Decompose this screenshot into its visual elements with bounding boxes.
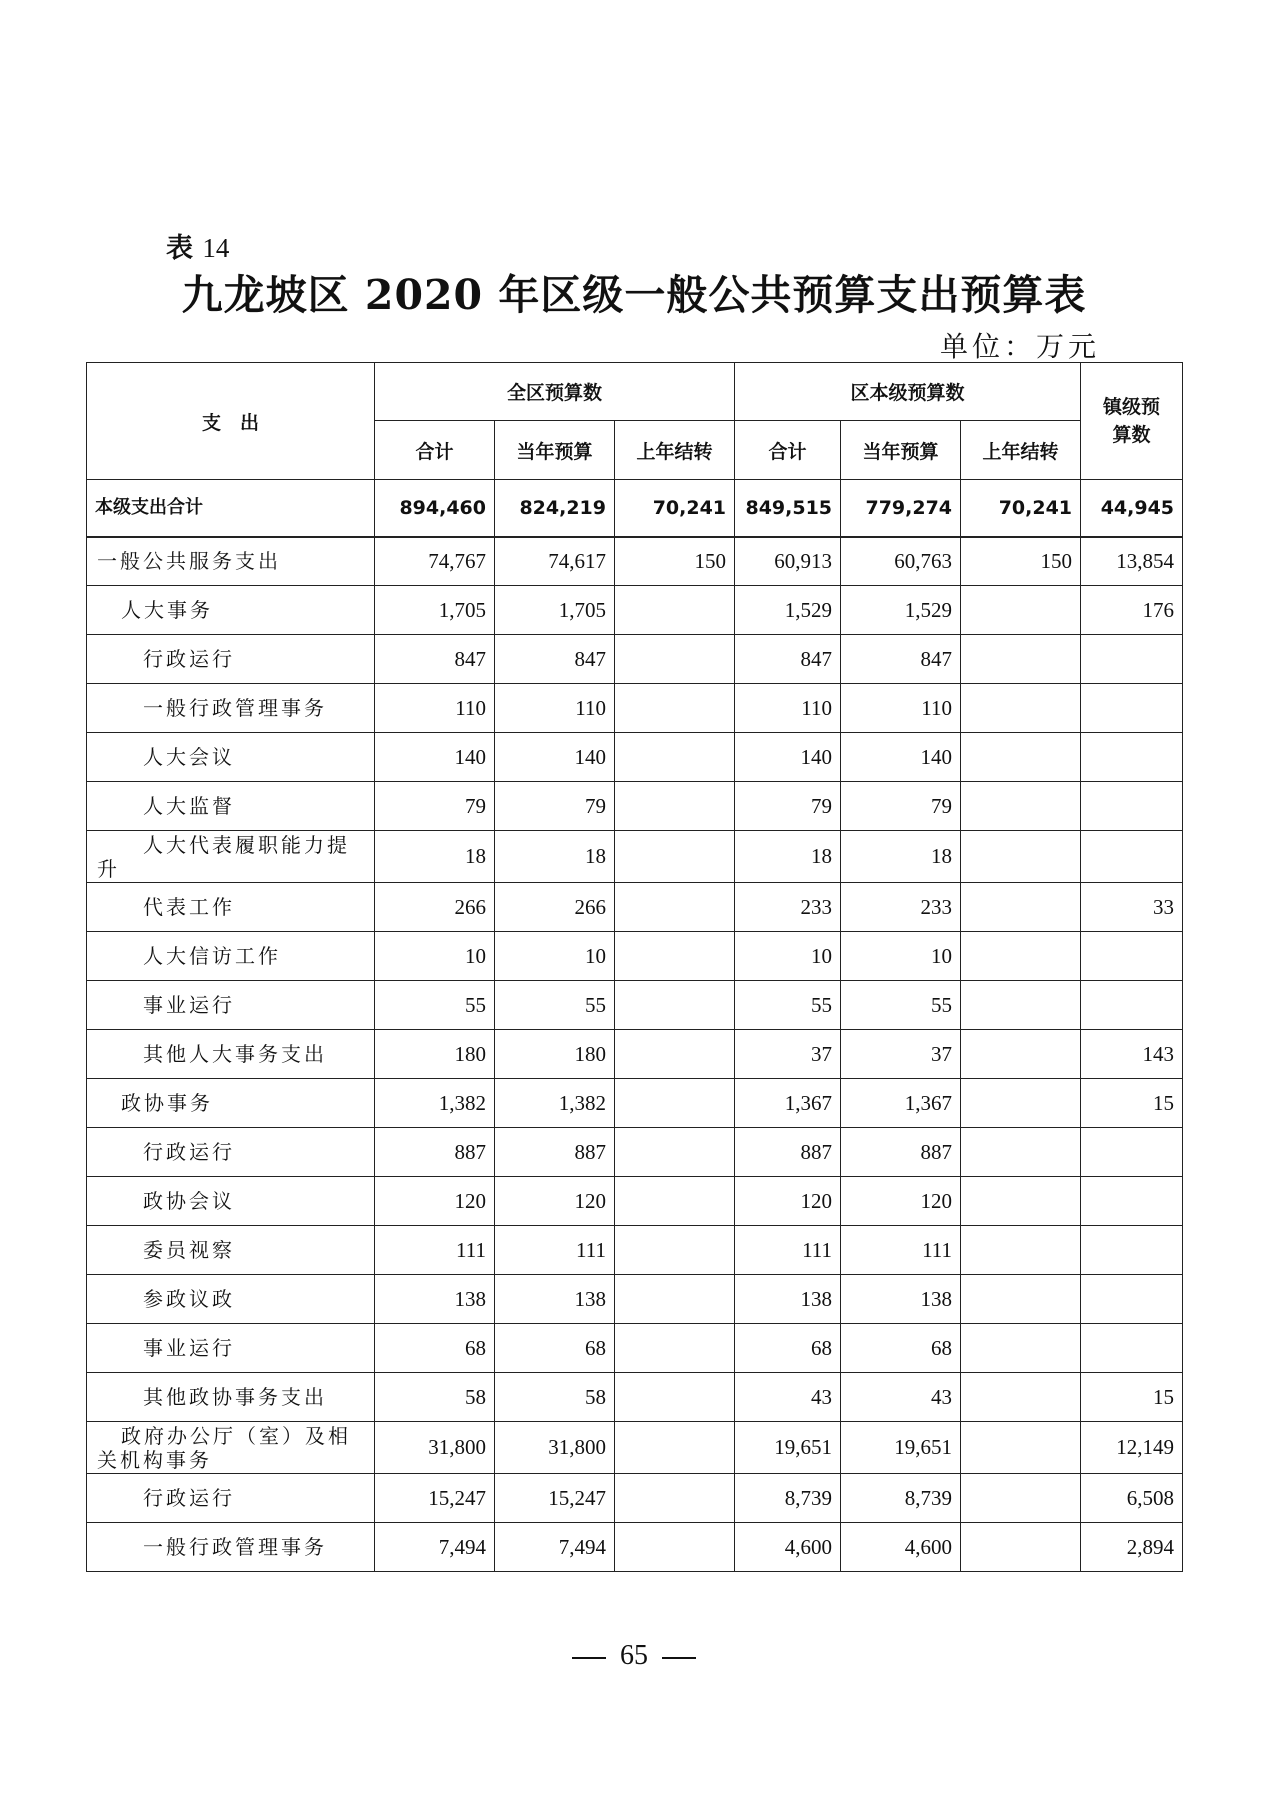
header-group-all: 全区预算数 — [375, 363, 735, 421]
row-value: 79 — [841, 782, 961, 831]
row-name: 行政运行 — [87, 1474, 375, 1523]
row-value — [615, 1030, 735, 1079]
row-value: 779,274 — [841, 480, 961, 537]
row-value — [615, 1422, 735, 1474]
row-name: 参政议政 — [87, 1275, 375, 1324]
row-value: 15 — [1081, 1079, 1183, 1128]
row-value: 266 — [495, 883, 615, 932]
page-number-value: 65 — [620, 1640, 648, 1671]
table-word: 表 — [166, 233, 193, 264]
row-value: 4,600 — [841, 1523, 961, 1572]
row-value: 140 — [495, 733, 615, 782]
row-value — [961, 1324, 1081, 1373]
total-row — [87, 480, 1183, 537]
header-town-label: 镇级预算数 — [1103, 396, 1161, 446]
row-value — [961, 1079, 1081, 1128]
row-value — [961, 635, 1081, 684]
row-value — [1081, 932, 1183, 981]
header-expenditure: 支 出 — [87, 363, 375, 480]
row-value — [1081, 1177, 1183, 1226]
row-value: 120 — [375, 1177, 495, 1226]
row-value: 110 — [495, 684, 615, 733]
row-value — [961, 1275, 1081, 1324]
header-town — [1081, 363, 1183, 480]
row-value: 1,529 — [735, 586, 841, 635]
table-row — [87, 1128, 1183, 1177]
row-value: 887 — [495, 1128, 615, 1177]
row-name: 其他人大事务支出 — [87, 1030, 375, 1079]
row-value — [961, 1128, 1081, 1177]
row-value: 58 — [495, 1373, 615, 1422]
row-value: 74,767 — [375, 537, 495, 586]
row-value: 31,800 — [495, 1422, 615, 1474]
table-row — [87, 1030, 1183, 1079]
table-label — [166, 226, 229, 265]
row-value: 138 — [495, 1275, 615, 1324]
row-value: 1,705 — [375, 586, 495, 635]
row-value — [615, 1275, 735, 1324]
row-value — [961, 1474, 1081, 1523]
table-row — [87, 635, 1183, 684]
row-value: 19,651 — [841, 1422, 961, 1474]
row-value: 55 — [841, 981, 961, 1030]
row-value: 15 — [1081, 1373, 1183, 1422]
row-value — [961, 1373, 1081, 1422]
row-value: 4,600 — [735, 1523, 841, 1572]
row-name: 一般行政管理事务 — [87, 1523, 375, 1572]
header-sub-carryover: 上年结转 — [961, 421, 1081, 480]
row-name: 行政运行 — [87, 1128, 375, 1177]
row-value — [961, 684, 1081, 733]
table-row — [87, 883, 1183, 932]
row-value — [961, 831, 1081, 883]
row-value — [615, 782, 735, 831]
row-name: 行政运行 — [87, 635, 375, 684]
row-value: 18 — [375, 831, 495, 883]
row-value — [961, 586, 1081, 635]
row-value — [615, 932, 735, 981]
row-value — [615, 981, 735, 1030]
row-value: 79 — [375, 782, 495, 831]
row-name: 政府办公厅（室）及相关机构事务 — [87, 1422, 375, 1474]
row-value: 60,913 — [735, 537, 841, 586]
header-sub-current: 当年预算 — [495, 421, 615, 480]
row-name: 人大监督 — [87, 782, 375, 831]
row-value: 12,149 — [1081, 1422, 1183, 1474]
row-name: 委员视察 — [87, 1226, 375, 1275]
row-value: 68 — [375, 1324, 495, 1373]
row-value: 1,529 — [841, 586, 961, 635]
page-dash-right — [662, 1657, 696, 1659]
header-sub-current: 当年预算 — [841, 421, 961, 480]
table-row — [87, 586, 1183, 635]
table-row — [87, 1275, 1183, 1324]
row-value: 143 — [1081, 1030, 1183, 1079]
row-value: 33 — [1081, 883, 1183, 932]
row-value — [1081, 831, 1183, 883]
row-value — [961, 981, 1081, 1030]
page-dash-left — [572, 1657, 606, 1659]
row-value: 15,247 — [495, 1474, 615, 1523]
table-row — [87, 1474, 1183, 1523]
row-value — [1081, 733, 1183, 782]
row-value: 55 — [375, 981, 495, 1030]
row-value — [961, 1226, 1081, 1275]
row-value: 79 — [495, 782, 615, 831]
row-name: 人大信访工作 — [87, 932, 375, 981]
table-row — [87, 684, 1183, 733]
row-value: 138 — [841, 1275, 961, 1324]
row-value — [1081, 684, 1183, 733]
row-value: 887 — [841, 1128, 961, 1177]
table-row — [87, 782, 1183, 831]
table-row — [87, 1079, 1183, 1128]
row-name: 一般行政管理事务 — [87, 684, 375, 733]
row-name: 政协事务 — [87, 1079, 375, 1128]
row-value: 55 — [735, 981, 841, 1030]
row-value: 233 — [735, 883, 841, 932]
page-number — [0, 1640, 1268, 1672]
header-group-district: 区本级预算数 — [735, 363, 1081, 421]
row-value: 150 — [615, 537, 735, 586]
table-row — [87, 537, 1183, 586]
row-value — [961, 1422, 1081, 1474]
row-value: 138 — [735, 1275, 841, 1324]
header-sub-carryover: 上年结转 — [615, 421, 735, 480]
row-value: 68 — [495, 1324, 615, 1373]
row-value: 140 — [375, 733, 495, 782]
table-row — [87, 1177, 1183, 1226]
table-row — [87, 1422, 1183, 1474]
row-value — [961, 1030, 1081, 1079]
row-value: 70,241 — [961, 480, 1081, 537]
row-value — [1081, 635, 1183, 684]
row-name: 政协会议 — [87, 1177, 375, 1226]
row-value: 70,241 — [615, 480, 735, 537]
row-value: 110 — [841, 684, 961, 733]
row-value: 15,247 — [375, 1474, 495, 1523]
row-name: 人大会议 — [87, 733, 375, 782]
row-value: 180 — [375, 1030, 495, 1079]
row-value — [1081, 981, 1183, 1030]
unit-label: 单位：万元 — [940, 330, 1101, 363]
row-value: 887 — [735, 1128, 841, 1177]
row-name: 事业运行 — [87, 1324, 375, 1373]
row-value — [961, 883, 1081, 932]
table-row — [87, 1523, 1183, 1572]
row-value: 60,763 — [841, 537, 961, 586]
row-value — [615, 733, 735, 782]
row-value: 140 — [841, 733, 961, 782]
row-value: 43 — [735, 1373, 841, 1422]
row-value: 847 — [375, 635, 495, 684]
row-value: 111 — [375, 1226, 495, 1275]
row-name: 人大事务 — [87, 586, 375, 635]
header-sub-total: 合计 — [735, 421, 841, 480]
row-value: 110 — [375, 684, 495, 733]
row-value — [615, 1324, 735, 1373]
row-value: 887 — [375, 1128, 495, 1177]
row-value — [1081, 1324, 1183, 1373]
row-value: 266 — [375, 883, 495, 932]
row-value: 180 — [495, 1030, 615, 1079]
row-value: 6,508 — [1081, 1474, 1183, 1523]
row-value: 37 — [841, 1030, 961, 1079]
row-value: 13,854 — [1081, 537, 1183, 586]
table-row — [87, 733, 1183, 782]
row-value: 233 — [841, 883, 961, 932]
row-value: 847 — [495, 635, 615, 684]
row-value — [961, 733, 1081, 782]
row-value — [615, 1177, 735, 1226]
row-value: 110 — [735, 684, 841, 733]
row-value: 8,739 — [841, 1474, 961, 1523]
row-value — [615, 831, 735, 883]
row-value: 140 — [735, 733, 841, 782]
row-value: 74,617 — [495, 537, 615, 586]
row-value — [961, 782, 1081, 831]
row-value: 10 — [841, 932, 961, 981]
row-name: 事业运行 — [87, 981, 375, 1030]
row-value: 847 — [735, 635, 841, 684]
row-value — [615, 1523, 735, 1572]
row-value: 824,219 — [495, 480, 615, 537]
row-value: 18 — [841, 831, 961, 883]
row-value — [615, 883, 735, 932]
row-value: 58 — [375, 1373, 495, 1422]
row-value: 7,494 — [375, 1523, 495, 1572]
row-value: 120 — [735, 1177, 841, 1226]
row-name: 人大代表履职能力提升 — [87, 831, 375, 883]
row-value: 10 — [495, 932, 615, 981]
row-value: 1,382 — [375, 1079, 495, 1128]
row-value: 120 — [495, 1177, 615, 1226]
row-value — [615, 635, 735, 684]
table-body — [87, 480, 1183, 1572]
row-value: 55 — [495, 981, 615, 1030]
row-value: 37 — [735, 1030, 841, 1079]
row-value: 10 — [375, 932, 495, 981]
row-value — [615, 684, 735, 733]
row-value: 150 — [961, 537, 1081, 586]
row-value: 31,800 — [375, 1422, 495, 1474]
row-name: 其他政协事务支出 — [87, 1373, 375, 1422]
table-row — [87, 981, 1183, 1030]
row-value: 1,382 — [495, 1079, 615, 1128]
row-value — [1081, 1128, 1183, 1177]
row-value: 111 — [735, 1226, 841, 1275]
row-value: 1,367 — [841, 1079, 961, 1128]
row-value: 1,367 — [735, 1079, 841, 1128]
row-value: 847 — [841, 635, 961, 684]
row-value: 10 — [735, 932, 841, 981]
row-value: 18 — [735, 831, 841, 883]
row-value — [615, 1128, 735, 1177]
table-row — [87, 1373, 1183, 1422]
row-value — [615, 586, 735, 635]
row-name: 代表工作 — [87, 883, 375, 932]
row-value: 44,945 — [1081, 480, 1183, 537]
row-value — [615, 1373, 735, 1422]
row-value — [615, 1079, 735, 1128]
row-value: 7,494 — [495, 1523, 615, 1572]
row-value — [615, 1474, 735, 1523]
table-number: 14 — [202, 233, 230, 263]
page-title: 九龙坡区 2020 年区级一般公共预算支出预算表 — [181, 271, 1087, 319]
row-value — [1081, 782, 1183, 831]
row-value — [1081, 1275, 1183, 1324]
row-value: 120 — [841, 1177, 961, 1226]
row-value: 2,894 — [1081, 1523, 1183, 1572]
row-value: 849,515 — [735, 480, 841, 537]
table-row — [87, 831, 1183, 883]
header-sub-total: 合计 — [375, 421, 495, 480]
row-value: 1,705 — [495, 586, 615, 635]
row-value: 138 — [375, 1275, 495, 1324]
row-value: 43 — [841, 1373, 961, 1422]
row-value — [961, 1177, 1081, 1226]
row-name: 一般公共服务支出 — [87, 537, 375, 586]
table-row — [87, 1324, 1183, 1373]
row-value — [1081, 1226, 1183, 1275]
row-value: 79 — [735, 782, 841, 831]
row-value: 8,739 — [735, 1474, 841, 1523]
table-row — [87, 932, 1183, 981]
row-value: 111 — [841, 1226, 961, 1275]
row-value — [961, 932, 1081, 981]
row-value: 68 — [735, 1324, 841, 1373]
row-value: 18 — [495, 831, 615, 883]
row-value: 68 — [841, 1324, 961, 1373]
row-value: 111 — [495, 1226, 615, 1275]
row-value — [615, 1226, 735, 1275]
row-value: 176 — [1081, 586, 1183, 635]
budget-table — [86, 362, 1183, 1572]
table-row — [87, 1226, 1183, 1275]
row-name: 本级支出合计 — [87, 480, 375, 537]
row-value: 894,460 — [375, 480, 495, 537]
row-value — [961, 1523, 1081, 1572]
row-value: 19,651 — [735, 1422, 841, 1474]
